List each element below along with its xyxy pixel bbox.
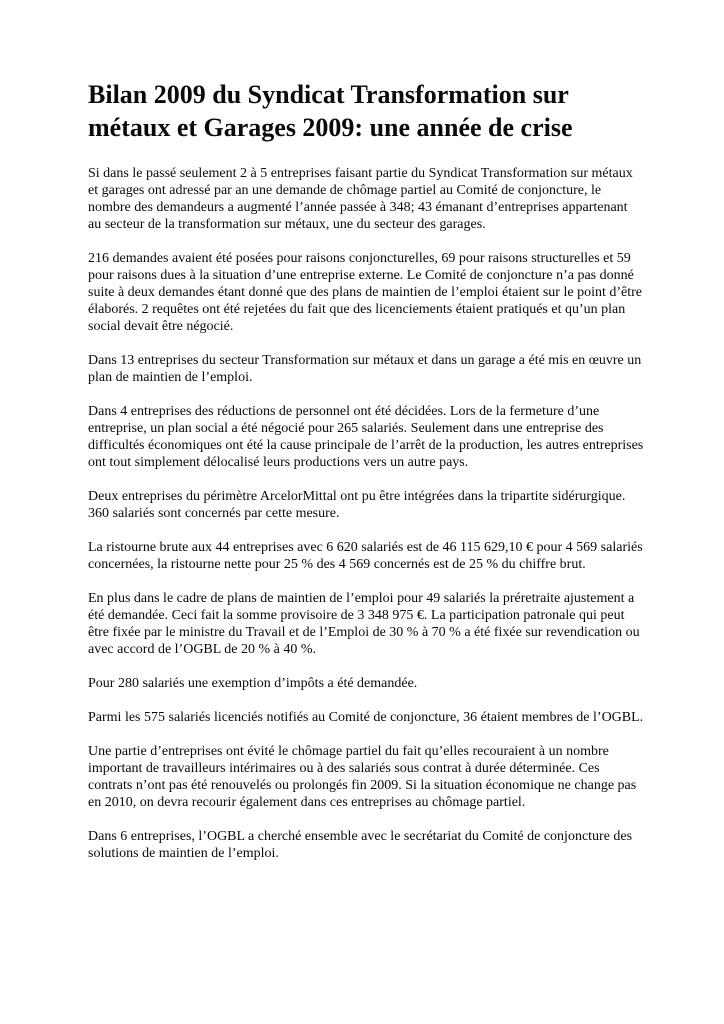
document-title-line-1: Bilan 2009 du Syndicat Transformation sur <box>88 80 569 109</box>
document-title-line-2: métaux et Garages 2009: une année de crise <box>88 113 573 142</box>
paragraph-solutions-maintien: Dans 6 entreprises, l’OGBL a cherché ensemble avec le secrétariat du Comité de conjoncture des solutions de maintien de l’emploi. <box>88 829 633 861</box>
document-content <box>88 78 644 879</box>
paragraph-reductions-personnel: Dans 4 entreprises des réductions de personnel ont été décidées. Lors de la fermeture d’une entreprise, un plan social a été négocié pour 265 salariés. Seulement dans une entreprise des difficultés économiques ont été la cause principale de l’arrêt de la production, les autres entreprises ont tout simplement délocalisé leurs productions vers un autre pays. <box>88 404 644 470</box>
paragraph-preretraite: En plus dans le cadre de plans de maintien de l’emploi pour 49 salariés la préretraite ajustement a été demandée. Ceci fait la somme provisoire de 3 348 975 €. La participation patronale qui peut être fixée par le ministre du Travail et de l’Emploi de 30 % à 70 % a été fixée sur revendication ou avec accord de l’OGBL de 20 % à 40 %. <box>88 591 640 657</box>
paragraph-licencies-ogbl: Parmi les 575 salariés licenciés notifiés au Comité de conjoncture, 36 étaient membres de l’OGBL. <box>88 710 644 725</box>
paragraph-exemption-impots: Pour 280 salariés une exemption d’impôts a été demandée. <box>88 676 418 691</box>
paragraph-arcelormittal-tripartite: Deux entreprises du périmètre ArcelorMittal ont pu être intégrées dans la tripartite sidérurgique. 360 salariés sont concernés par cette mesure. <box>88 489 626 521</box>
paragraph-intro-demandes: Si dans le passé seulement 2 à 5 entreprises faisant partie du Syndicat Transformation sur métaux et garages ont adressé par an une demande de chômage partiel au Comité de conjoncture, le nombre des demandeurs a augmenté l’année passée à 348; 43 émanant d’entreprises appartenant au secteur de la transformation sur métaux, une du secteur des garages. <box>88 166 633 232</box>
paragraph-ristourne: La ristourne brute aux 44 entreprises avec 6 620 salariés est de 46 115 629,10 € pour 4 569 salariés concernées, la ristourne nette pour 25 % des 4 569 concernés est de 25 % du chiffre brut. <box>88 540 643 572</box>
paragraph-raisons-demandes: 216 demandes avaient été posées pour raisons conjoncturelles, 69 pour raisons structurelles et 59 pour raisons dues à la situation d’une entreprise externe. Le Comité de conjoncture n’a pas donné suite à deux demandes étant donné que des plans de maintien de l’emploi étaient sur le point d’être élaborés. 2 requêtes ont été rejetées du fait que des licenciements étaient pratiqués et qu’un plan social devait être négocié. <box>88 251 642 334</box>
document-title <box>88 78 644 144</box>
paragraph-interimaires-chomage: Une partie d’entreprises ont évité le chômage partiel du fait qu’elles recouraient à un nombre important de travailleurs intérimaires ou à des salariés sous contrat à durée déterminée. Ces contrats n’ont pas été renouvelés ou prolongés fin 2009. Si la situation économique ne change pas en 2010, on devra recourir également dans ces entreprises au chômage partiel. <box>88 744 637 810</box>
paragraph-plan-maintien-13-entreprises: Dans 13 entreprises du secteur Transformation sur métaux et dans un garage a été mis en œuvre un plan de maintien de l’emploi. <box>88 353 642 385</box>
